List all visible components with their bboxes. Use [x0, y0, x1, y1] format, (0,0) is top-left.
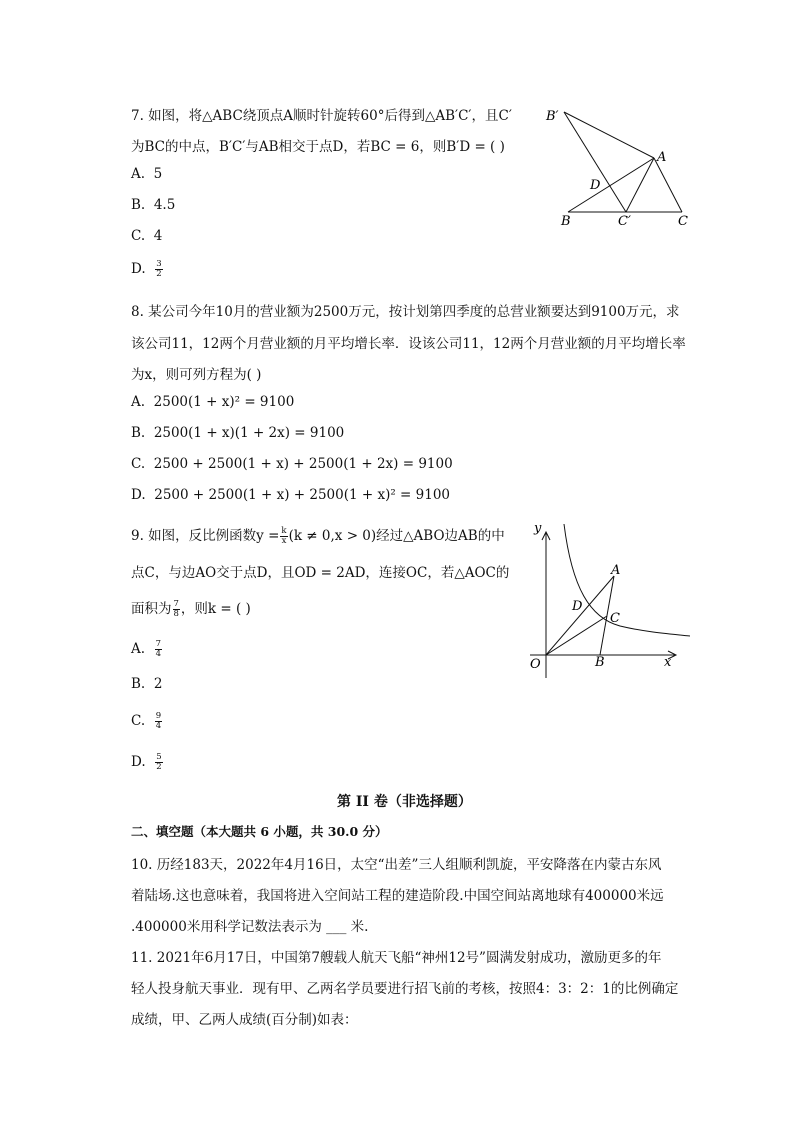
q9-option-d: D. $\frac{5}{2}$ — [131, 752, 162, 772]
q10-line1: 10. 历经183天，2022年4月16日，太空“出差”三人组顺利凯旋，平安降落在内蒙古东风 — [131, 857, 662, 873]
q7-label-b: B — [561, 214, 571, 229]
q7-option-d: D. $\frac{3}{2}$ — [131, 259, 162, 279]
section-part-heading: 二、填空题（本大题共 6 小题，共 30.0 分） — [131, 824, 388, 839]
q7-triangle-figure — [540, 100, 700, 232]
q8-option-c: C. 2500 + 2500(1 + x) + 2500(1 + 2x) = 9100 — [131, 456, 453, 472]
q9-line1: 9. 如图，反比例函数y = $\frac{k}{x}$ (k ≠ 0,x > 0)经过△ABO边AB的中 — [131, 526, 505, 546]
q8-option-b: B. 2500(1 + x)(1 + 2x) = 9100 — [131, 425, 345, 441]
q7-option-b: B. 4.5 — [131, 197, 176, 213]
q11-line3: 成绩，甲、乙两人成绩(百分制)如表： — [131, 1012, 358, 1028]
q7-label-cprime: C′ — [618, 214, 631, 229]
q8-line2: 该公司11，12两个月营业额的月平均增长率．设该公司11，12两个月营业额的月平均增长率 — [131, 336, 686, 352]
q9-graph-figure — [520, 518, 690, 688]
q7-label-a: A — [657, 150, 667, 165]
q9-option-a: A. $\frac{7}{4}$ — [131, 639, 162, 659]
q7-label-d: D — [590, 178, 601, 193]
q9-label-d: D — [572, 599, 583, 614]
q10-line3: .400000米用科学记数法表示为 ___ 米. — [131, 919, 369, 935]
q9-line3: 面积为 $\frac{7}{8}$ ，则k = ( ) — [131, 599, 251, 619]
q7-label-c: C — [678, 214, 688, 229]
q7-option-a: A. 5 — [131, 166, 163, 182]
section-title: 第 II 卷（非选择题） — [337, 794, 472, 810]
q8-line1: 8. 某公司今年10月的营业额为2500万元，按计划第四季度的总营业额要达到9100万元，求 — [131, 304, 680, 320]
q8-option-a: A. 2500(1 + x)² = 9100 — [131, 394, 295, 410]
q9-label-a: A — [611, 563, 621, 578]
q8-option-d: D. 2500 + 2500(1 + x) + 2500(1 + x)² = 9100 — [131, 487, 451, 503]
q9-label-c: C — [610, 611, 620, 626]
q10-line2: 着陆场.这也意味着，我国将进入空间站工程的建造阶段.中国空间站离地球有400000米远 — [131, 888, 664, 904]
q7-line1: 7. 如图，将△ABC绕顶点A顺时针旋转60°后得到△AB′C′，且C′ — [131, 108, 512, 124]
q9-option-c: C. $\frac{9}{4}$ — [131, 711, 162, 731]
q11-line2: 轻人投身航天事业．现有甲、乙两名学员要进行招飞前的考核，按照4：3：2：1的比例确定 — [131, 981, 679, 997]
q7-label-bprime: B′ — [546, 109, 559, 124]
q7-line2: 为BC的中点，B′C′与AB相交于点D，若BC = 6，则B′D = ( ) — [131, 139, 505, 155]
q9-option-b: B. 2 — [131, 676, 163, 692]
q9-label-x: x — [664, 655, 672, 670]
q9-line2: 点C，与边AO交于点D，且OD = 2AD，连接OC，若△AOC的 — [131, 565, 510, 581]
q9-label-o: O — [530, 657, 541, 672]
q8-line3: 为x，则可列方程为( ) — [131, 367, 262, 383]
q9-label-y: y — [534, 521, 542, 536]
q9-label-b: B — [595, 655, 605, 670]
q11-line1: 11. 2021年6月17日，中国第7艘载人航天飞船“神州12号”圆满发射成功，激励更多的年 — [131, 950, 662, 966]
q7-option-c: C. 4 — [131, 228, 163, 244]
